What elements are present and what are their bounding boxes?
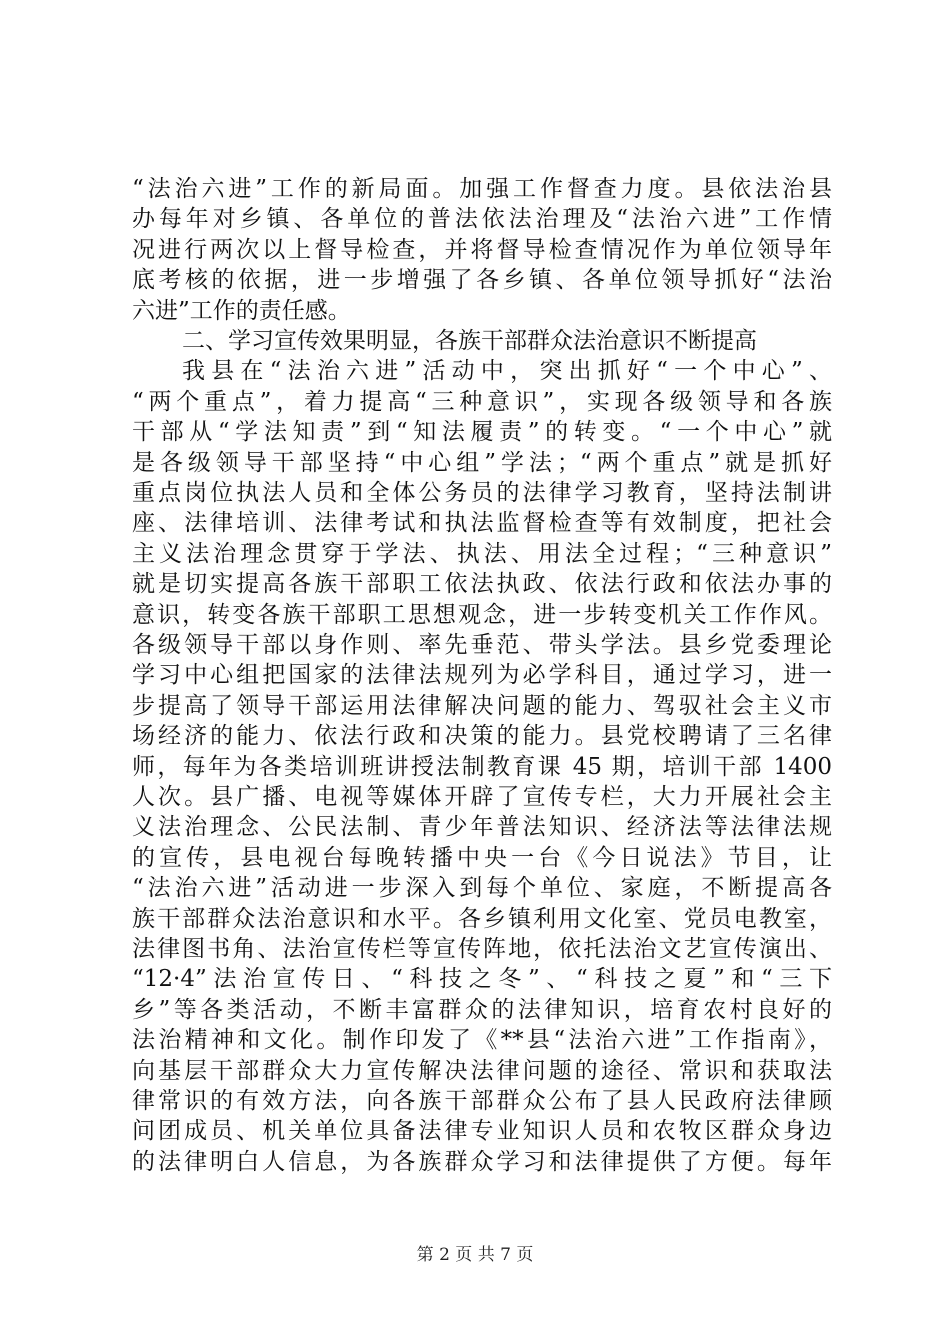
paragraph-line: 我县在“法治六进”活动中，突出抓好“一个中心”、: [182, 358, 832, 384]
paragraph-line: 场经济的能力、依法行政和决策的能力。县党校聘请了三名律: [132, 723, 832, 749]
paragraph-line: 步提高了领导干部运用法律解决问题的能力、驾驭社会主义市: [132, 693, 832, 719]
paragraph-line: 主义法治理念贯穿于学法、执法、用法全过程；“三种意识”: [132, 541, 832, 567]
paragraph-line: 法律图书角、法治宣传栏等宣传阵地，依托法治文艺宣传演出、: [132, 936, 832, 962]
page-number-footer: 第 2 页 共 7 页: [416, 1245, 534, 1265]
paragraph-line: “12·4”法治宣传日、“科技之冬”、“科技之夏”和“三下: [132, 966, 832, 992]
paragraph-line: 的宣传，县电视台每晚转播中央一台《今日说法》节目，让: [132, 845, 832, 871]
paragraph-line: 师，每年为各类培训班讲授法制教育课 45 期，培训干部 1400: [132, 754, 832, 780]
paragraph-line: 是各级领导干部坚持“中心组”学法；“两个重点”就是抓好: [132, 450, 832, 476]
paragraph-line: 学习中心组把国家的法律法规列为必学科目，通过学习，进一: [132, 662, 832, 688]
paragraph-line: 办每年对乡镇、各单位的普法依法治理及“法治六进”工作情: [132, 206, 832, 232]
paragraph-line: 就是切实提高各族干部职工依法执政、依法行政和依法办事的: [132, 571, 832, 597]
paragraph-line: “法治六进”活动进一步深入到每个单位、家庭，不断提高各: [132, 875, 832, 901]
paragraph-line: 法治精神和文化。制作印发了《**县“法治六进”工作指南》，: [132, 1027, 832, 1053]
paragraph-line: 重点岗位执法人员和全体公务员的法律学习教育，坚持法制讲: [132, 480, 832, 506]
paragraph-line: 向基层干部群众大力宣传解决法律问题的途径、常识和获取法: [132, 1058, 832, 1084]
paragraph-line: 义法治理念、公民法制、青少年普法知识、经济法等法律法规: [132, 814, 832, 840]
paragraph-line: 各级领导干部以身作则、率先垂范、带头学法。县乡党委理论: [132, 632, 832, 658]
paragraph-line: 律常识的有效方法，向各族干部群众公布了县人民政府法律顾: [132, 1088, 832, 1114]
paragraph-line: 底考核的依据，进一步增强了各乡镇、各单位领导抓好“法治: [132, 267, 832, 293]
paragraph-line: 况进行两次以上督导检查，并将督导检查情况作为单位领导年: [132, 237, 832, 263]
paragraph-line: 干部从“学法知责”到“知法履责”的转变。“一个中心”就: [132, 419, 832, 445]
paragraph-line: 六进”工作的责任感。: [132, 298, 351, 324]
paragraph-line: 问团成员、机关单位具备法律专业知识人员和农牧区群众身边: [132, 1118, 832, 1144]
paragraph-line: 的法律明白人信息，为各族群众学习和法律提供了方便。每年: [132, 1149, 832, 1175]
paragraph-line: 人次。县广播、电视等媒体开辟了宣传专栏，大力开展社会主: [132, 784, 832, 810]
paragraph-line: “两个重点”，着力提高“三种意识”，实现各级领导和各族: [132, 389, 832, 415]
section-heading: 二、学习宣传效果明显，各族干部群众法治意识不断提高: [182, 328, 757, 354]
paragraph-line: 乡”等各类活动，不断丰富群众的法律知识，培育农村良好的: [132, 997, 832, 1023]
paragraph-line: 意识，转变各族干部职工思想观念，进一步转变机关工作作风。: [132, 602, 832, 628]
paragraph-line: 座、法律培训、法律考试和执法监督检查等有效制度，把社会: [132, 510, 832, 536]
paragraph-line: “法治六进”工作的新局面。加强工作督查力度。县依法治县: [132, 176, 832, 202]
paragraph-line: 族干部群众法治意识和水平。各乡镇利用文化室、党员电教室，: [132, 906, 832, 932]
